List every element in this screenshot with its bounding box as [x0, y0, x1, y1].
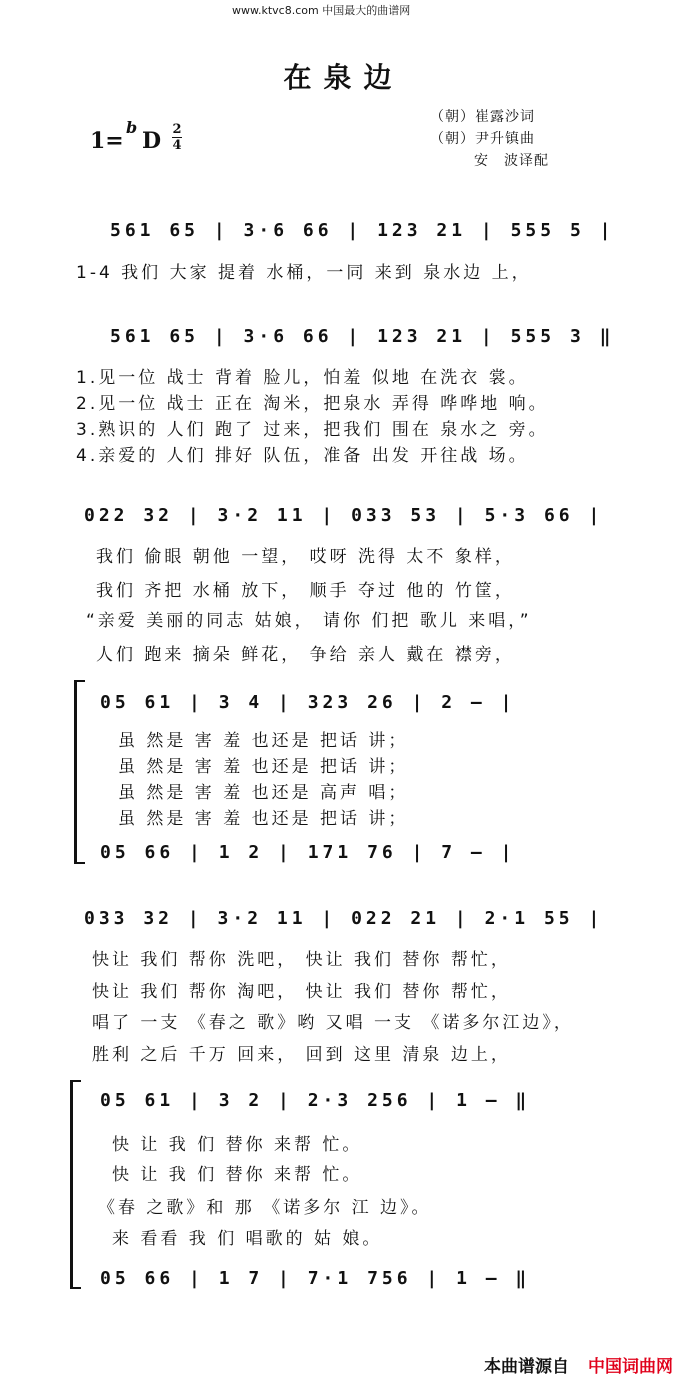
song-title: 在泉边: [283, 61, 404, 94]
lyric-s2-verse-1: 1.见一位 战士 背着 脸儿，怕羞 似地 在洗衣 裳。: [76, 368, 529, 388]
source-label: 本曲谱源自: [484, 1357, 569, 1377]
system-4-brace: [74, 680, 85, 864]
site-name[interactable]: 中国词曲网: [588, 1357, 673, 1377]
lyric-s6-verse-2: 快 让 我 们 替你 来帮 忙。: [112, 1165, 363, 1185]
system-6-brace: [70, 1080, 81, 1289]
lyric-s6-verse-4: 来 看看 我 们 唱歌的 姑 娘。: [112, 1229, 383, 1249]
notes-system-1: 561 65 | 3·6 66 | 123 21 | 555 5 |: [110, 220, 615, 241]
time-signature: [172, 122, 182, 153]
lyric-system-1: 1-4 我们 大家 提着 水桶，一同 来到 泉水边 上，: [76, 263, 532, 283]
lyric-s3-verse-4: 人们 跑来 摘朵 鲜花， 争给 亲人 戴在 襟旁，: [96, 645, 515, 665]
time-top: 2: [172, 122, 182, 137]
lyric-s5-verse-4: 胜利 之后 千万 回来， 回到 这里 清泉 边上，: [92, 1045, 511, 1065]
notes-system-3: 022 32 | 3·2 11 | 033 53 | 5·3 66 |: [84, 505, 604, 526]
notes-s6-upper: 05 61 | 3 2 | 2·3 256 | 1 — ‖: [100, 1090, 531, 1111]
flat-sign: b: [126, 118, 138, 137]
lyric-s2-verse-3: 3.熟识的 人们 跑了 过来，把我们 围在 泉水之 旁。: [76, 420, 549, 440]
lyric-s4-verse-1: 虽 然是 害 羞 也还是 把话 讲；: [118, 731, 409, 751]
key-prefix: 1=: [90, 128, 124, 154]
composer-credit: （朝）尹升镇曲: [430, 131, 535, 147]
lyric-s4-verse-2: 虽 然是 害 羞 也还是 把话 讲；: [118, 757, 409, 777]
key-signature: [90, 118, 182, 154]
lyric-s3-verse-2: 我们 齐把 水桶 放下， 顺手 夺过 他的 竹筐，: [96, 581, 515, 601]
notes-system-2: 561 65 | 3·6 66 | 123 21 | 555 3 ‖: [110, 326, 615, 347]
lyric-s5-verse-2: 快让 我们 帮你 淘吧， 快让 我们 替你 帮忙，: [92, 982, 511, 1002]
lyricist-credit: （朝）崔露沙词: [430, 109, 535, 125]
lyric-s6-verse-1: 快 让 我 们 替你 来帮 忙。: [112, 1135, 363, 1155]
notes-s4-upper: 05 61 | 3 4 | 323 26 | 2 — |: [100, 692, 516, 713]
lyric-s4-verse-4: 虽 然是 害 羞 也还是 把话 讲；: [118, 809, 409, 829]
lyric-s3-verse-1: 我们 偷眼 朝他 一望， 哎呀 洗得 太不 象样，: [96, 547, 515, 567]
lyric-s5-verse-3: 唱了 一支 《春之 歌》哟 又唱 一支 《诺多尔江边》，: [92, 1013, 574, 1033]
lyric-s5-verse-1: 快让 我们 帮你 洗吧， 快让 我们 替你 帮忙，: [92, 950, 511, 970]
time-bottom: 4: [172, 138, 182, 153]
key-note: D: [142, 128, 162, 154]
lyric-s2-verse-2: 2.见一位 战士 正在 淘米，把泉水 弄得 哗哗地 响。: [76, 394, 549, 414]
notes-s4-lower: 05 66 | 1 2 | 171 76 | 7 — |: [100, 842, 516, 863]
notes-system-5: 033 32 | 3·2 11 | 022 21 | 2·1 55 |: [84, 908, 604, 929]
lyric-s3-verse-3: “亲爱 美丽的同志 姑娘， 请你 们把 歌儿 来唱，”: [86, 611, 532, 631]
translator-credit: 安 波译配: [474, 153, 549, 169]
lyric-s6-verse-3: 《春 之歌》和 那 《诺多尔 江 边》。: [98, 1198, 432, 1218]
lyric-s4-verse-3: 虽 然是 害 羞 也还是 高声 唱；: [118, 783, 409, 803]
lyric-s2-verse-4: 4.亲爱的 人们 排好 队伍，准备 出发 开往战 场。: [76, 446, 529, 466]
notes-s6-lower: 05 66 | 1 7 | 7·1 756 | 1 — ‖: [100, 1268, 531, 1289]
watermark-url: www.ktvc8.com 中国最大的曲谱网: [232, 4, 411, 17]
